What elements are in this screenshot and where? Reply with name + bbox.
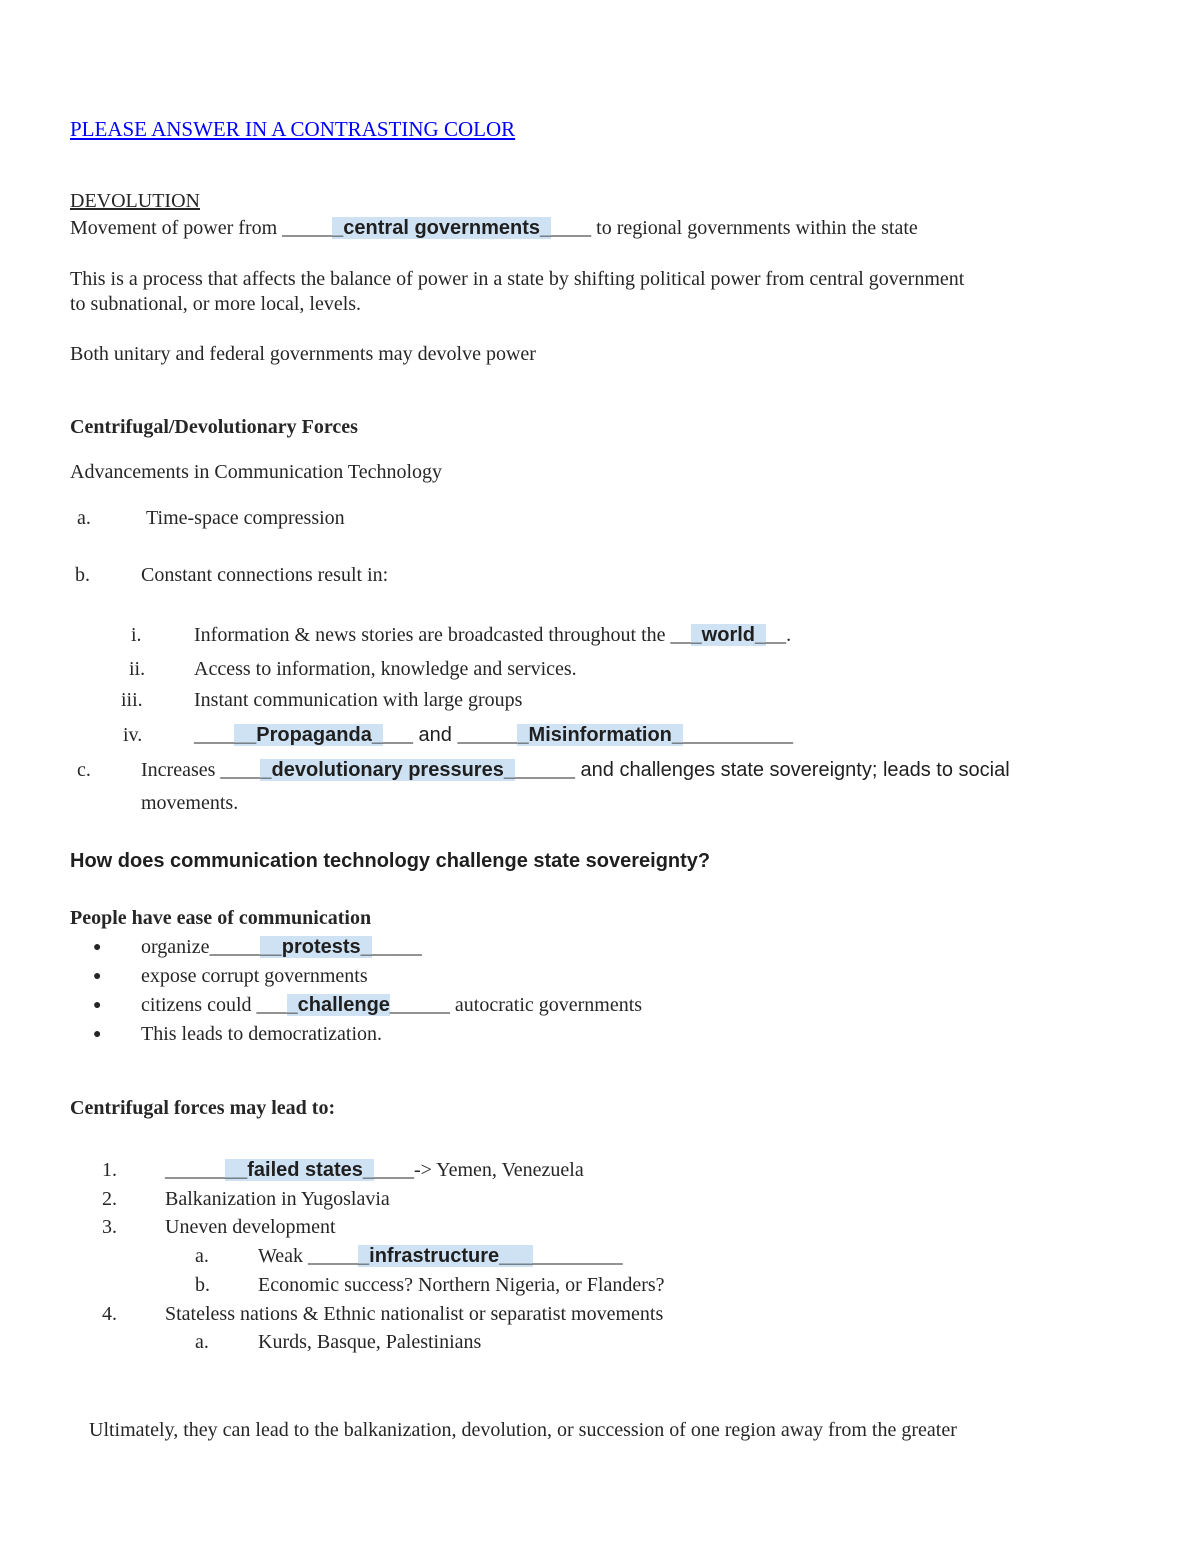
list-marker: a. bbox=[77, 507, 91, 529]
list-marker: b. bbox=[75, 564, 90, 586]
list-marker: 3. bbox=[102, 1216, 117, 1238]
bullet-citizens bbox=[141, 992, 642, 1018]
list-marker: 4. bbox=[102, 1303, 117, 1325]
answer-challenge[interactable]: _challenge bbox=[286, 994, 390, 1016]
blank: _____ bbox=[282, 217, 333, 239]
answer-protests[interactable]: __protests_ bbox=[259, 936, 372, 958]
devolution-heading: DEVOLUTION bbox=[70, 190, 200, 212]
instruction-heading[interactable]: PLEASE ANSWER IN A CONTRASTING COLOR bbox=[70, 117, 516, 141]
item-text: . bbox=[786, 624, 792, 646]
blank: __ bbox=[670, 624, 691, 646]
devolution-paragraph-line-1: This is a process that affects the balance of power in a state by shifting political power from central government bbox=[70, 268, 965, 290]
list-marker: c. bbox=[77, 759, 91, 781]
list-marker: iv. bbox=[123, 724, 143, 746]
definition-prefix: Movement of power from bbox=[70, 217, 283, 239]
list-marker: a. bbox=[195, 1331, 209, 1353]
bullet-icon: ● bbox=[93, 998, 102, 1013]
item-text: autocratic governments bbox=[449, 994, 643, 1016]
list-marker: i. bbox=[131, 624, 142, 646]
blank: ______ bbox=[165, 1159, 225, 1181]
answer-devolutionary-pressures[interactable]: _devolutionary pressures_ bbox=[260, 759, 515, 781]
blank: ____ bbox=[220, 759, 261, 781]
answer-misinformation[interactable]: _Misinformation_ bbox=[517, 724, 684, 746]
bullet-icon: ● bbox=[93, 1027, 102, 1042]
blank: _____ bbox=[371, 936, 422, 958]
conjunction: and bbox=[412, 724, 458, 746]
lead-to-heading: Centrifugal forces may lead to: bbox=[70, 1097, 336, 1119]
item-time-space: Time-space compression bbox=[146, 507, 345, 529]
answer-failed-states[interactable]: __failed states_ bbox=[225, 1159, 374, 1181]
answer-central-governments[interactable]: _central governments_ bbox=[332, 217, 552, 239]
blank: __ bbox=[766, 624, 787, 646]
blank: ___ bbox=[256, 994, 287, 1016]
item-text: and challenges state sovereignty; leads to social bbox=[574, 759, 1010, 781]
item-information-news bbox=[194, 622, 791, 648]
definition-suffix: to regional governments within the state bbox=[591, 217, 918, 239]
item-text: organize bbox=[141, 936, 210, 958]
blank: _____ bbox=[308, 1245, 359, 1267]
blank: ______ bbox=[457, 724, 518, 746]
blank: ______ bbox=[389, 994, 450, 1016]
item-failed-states bbox=[165, 1157, 584, 1183]
item-access-information: Access to information, knowledge and services. bbox=[194, 658, 577, 680]
blank: ____ bbox=[194, 724, 234, 746]
centrifugal-heading: Centrifugal/Devolutionary Forces bbox=[70, 416, 358, 438]
list-marker: 2. bbox=[102, 1188, 117, 1210]
item-stateless-nations: Stateless nations & Ethnic nationalist or separatist movements bbox=[165, 1303, 664, 1325]
bullet-democratization: This leads to democratization. bbox=[141, 1023, 383, 1045]
conclusion-text: Ultimately, they can lead to the balkanization, devolution, or succession of one region away from the greater bbox=[89, 1419, 957, 1441]
item-text: citizens could bbox=[141, 994, 257, 1016]
item-increases bbox=[141, 757, 1010, 783]
list-marker: ii. bbox=[129, 658, 146, 680]
item-text: Increases bbox=[141, 759, 221, 781]
item-economic-success: Economic success? Northern Nigeria, or Flanders? bbox=[258, 1274, 665, 1296]
item-text: -> Yemen, Venezuela bbox=[413, 1159, 584, 1181]
item-text: Information & news stories are broadcasted throughout the bbox=[194, 624, 671, 646]
blank: ____ bbox=[551, 217, 592, 239]
item-text: Weak bbox=[258, 1245, 309, 1267]
bullet-icon: ● bbox=[93, 969, 102, 984]
item-instant-communication: Instant communication with large groups bbox=[194, 689, 523, 711]
bullet-expose: expose corrupt governments bbox=[141, 965, 368, 987]
item-kurds-basque: Kurds, Basque, Palestinians bbox=[258, 1331, 482, 1353]
item-constant-connections: Constant connections result in: bbox=[141, 564, 389, 586]
item-increases-line-2: movements. bbox=[141, 792, 239, 814]
item-balkanization: Balkanization in Yugoslavia bbox=[165, 1188, 390, 1210]
list-marker: b. bbox=[195, 1274, 210, 1296]
list-marker: a. bbox=[195, 1245, 209, 1267]
blank: ____ bbox=[373, 1159, 414, 1181]
answer-world[interactable]: _world_ bbox=[690, 624, 767, 646]
blank: _________ bbox=[532, 1245, 623, 1267]
answer-propaganda[interactable]: __Propaganda_ bbox=[234, 724, 383, 746]
list-marker: iii. bbox=[121, 689, 143, 711]
blank: ______ bbox=[514, 759, 575, 781]
devolution-paragraph-line-2: to subnational, or more local, levels. bbox=[70, 293, 362, 315]
list-marker: 1. bbox=[102, 1159, 117, 1181]
blank: ___ bbox=[382, 724, 413, 746]
item-uneven-development: Uneven development bbox=[165, 1216, 336, 1238]
bullet-organize bbox=[141, 934, 422, 960]
blank: ___________ bbox=[683, 724, 794, 746]
question-heading: How does communication technology challenge state sovereignty? bbox=[70, 850, 711, 872]
bullet-icon: ● bbox=[93, 940, 102, 955]
communication-tech-subheading: Advancements in Communication Technology bbox=[70, 461, 443, 483]
people-heading: People have ease of communication bbox=[70, 907, 372, 929]
answer-infrastructure[interactable]: _infrastructure___ bbox=[358, 1245, 533, 1267]
item-weak-infrastructure bbox=[258, 1243, 623, 1269]
devolution-definition bbox=[70, 215, 918, 241]
item-propaganda-misinformation bbox=[194, 722, 793, 748]
blank: _____ bbox=[209, 936, 260, 958]
devolution-paragraph-2: Both unitary and federal governments may devolve power bbox=[70, 343, 536, 365]
